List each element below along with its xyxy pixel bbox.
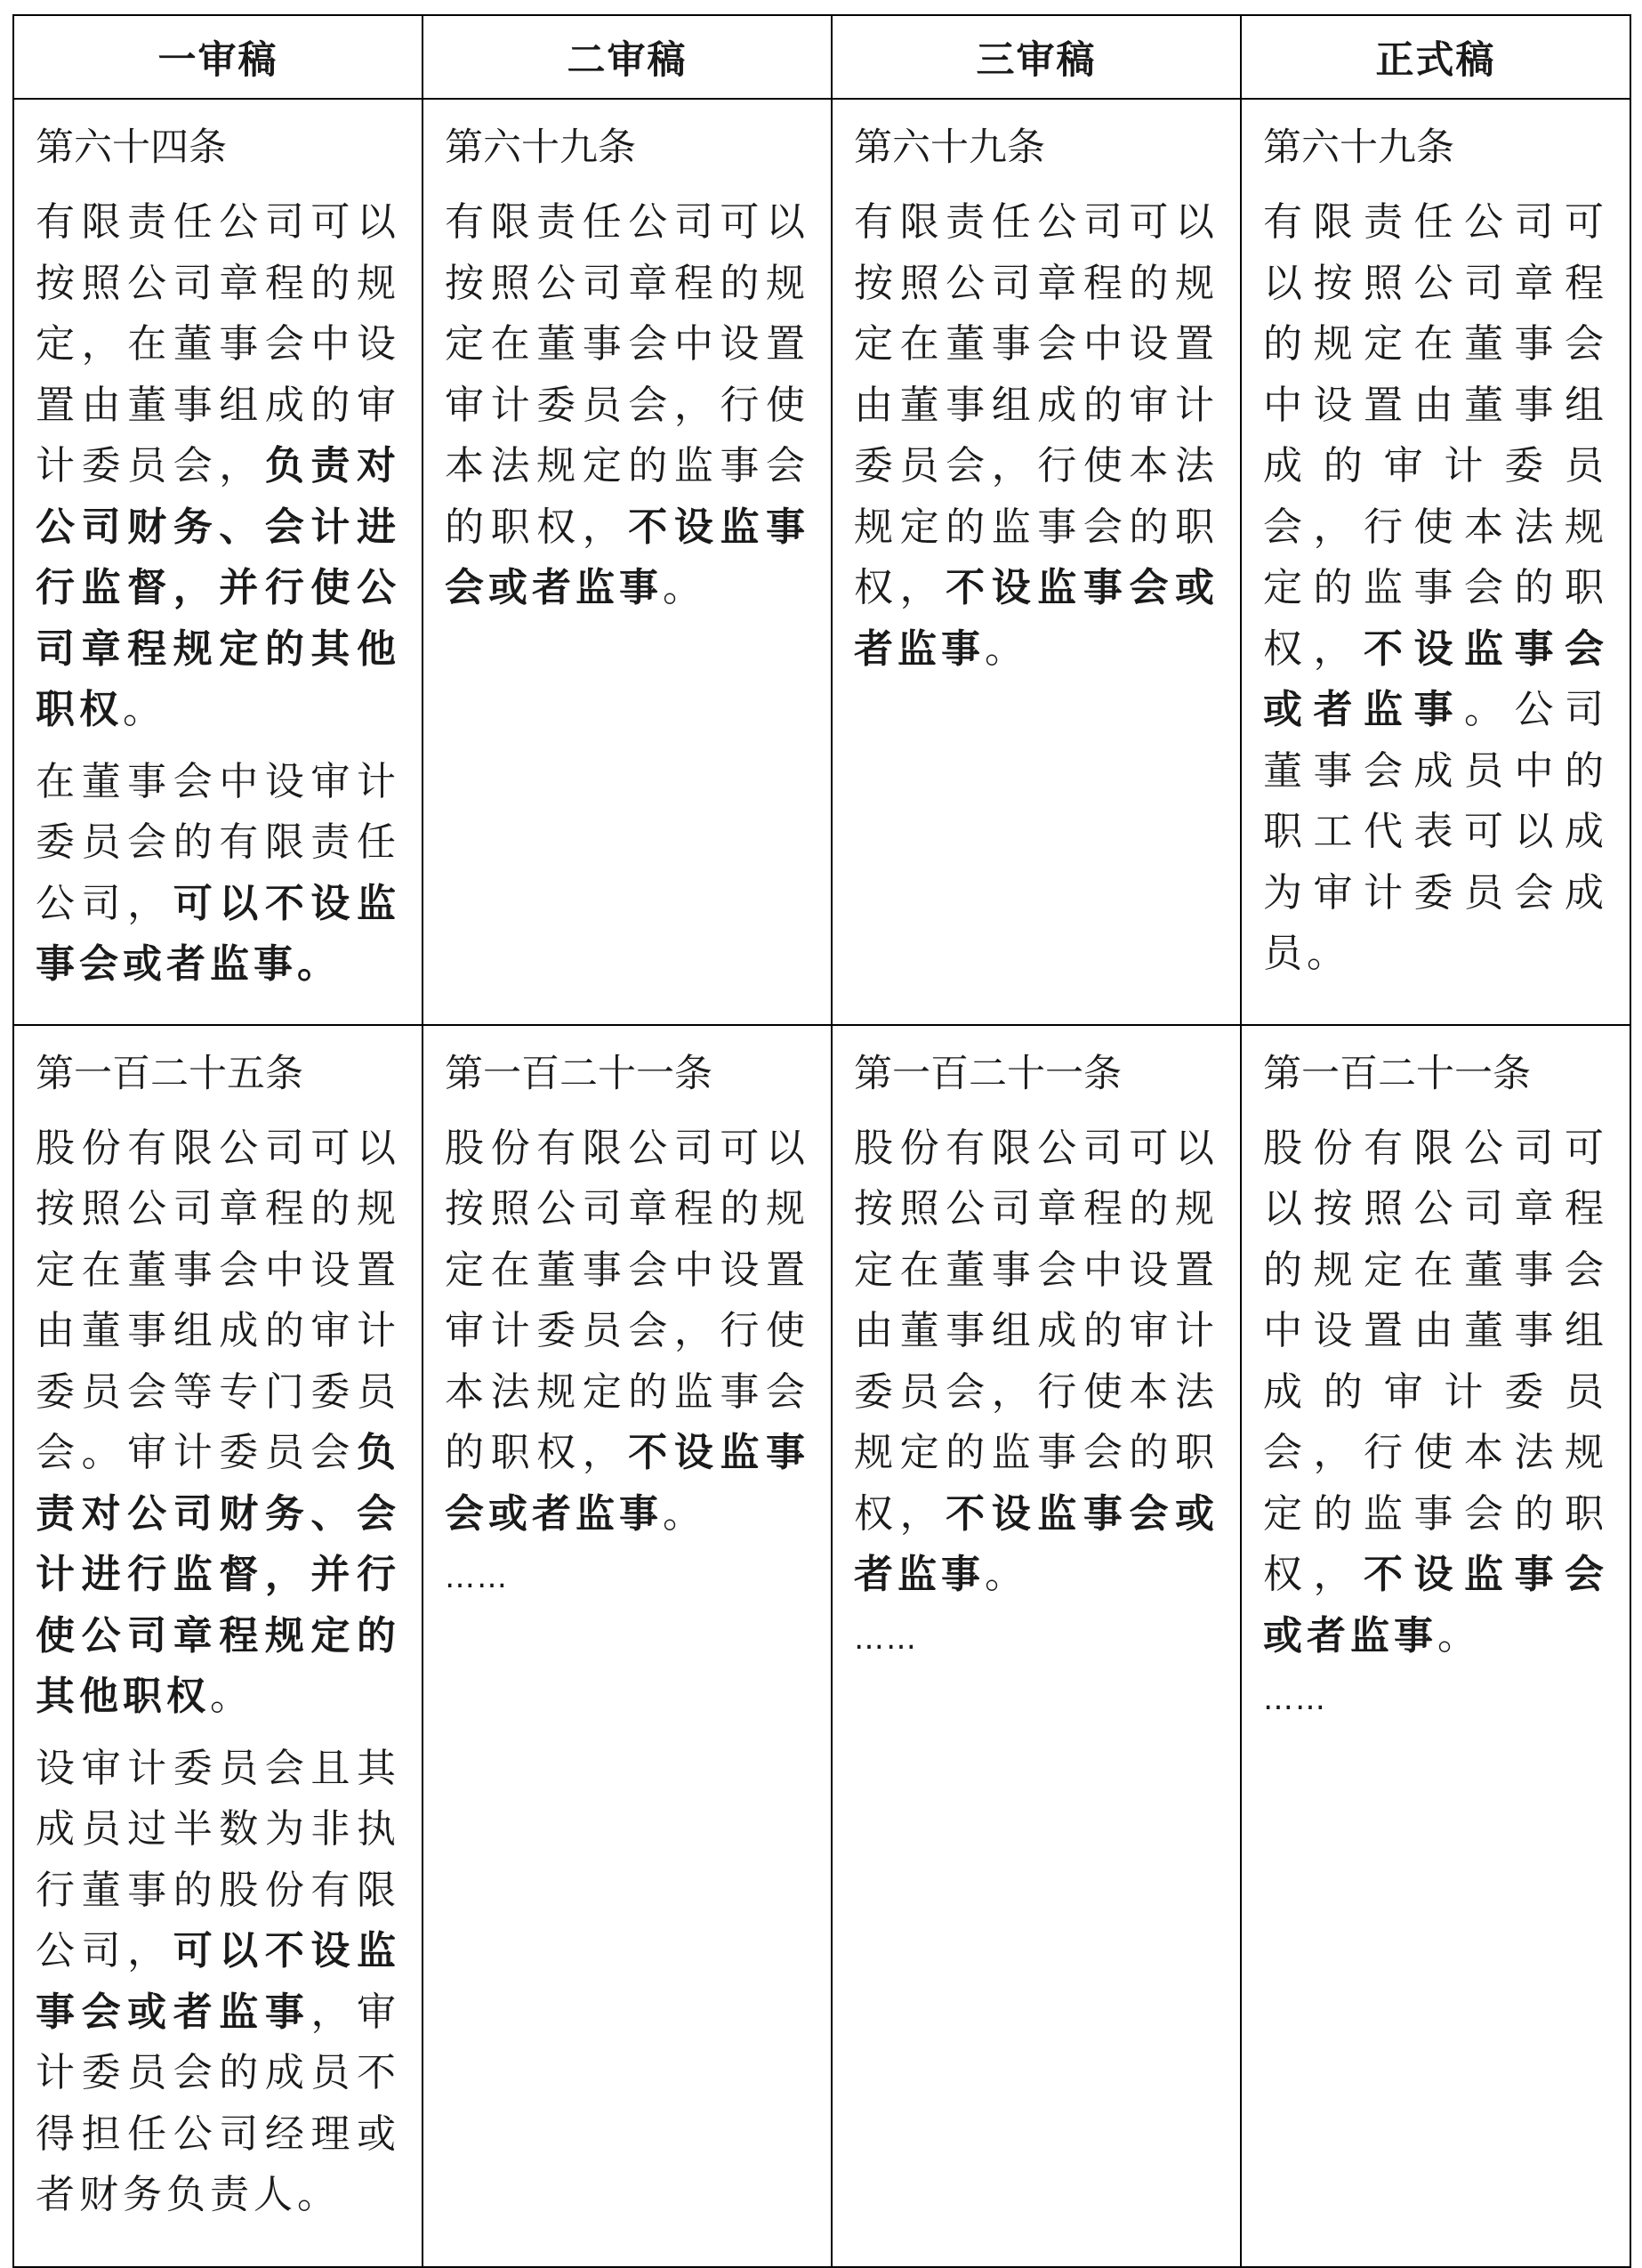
text-segment: 股份有限公司可以按照公司章程的规定在董事会中设置由董事组成的审计委员会，行使本法规定的监事会的职权， xyxy=(854,1125,1219,1537)
article-number: 第一百二十一条 xyxy=(1263,1051,1531,1096)
text-segment: 股份有限公司可以按照公司章程的规定在董事会中设置由董事组成的审计委员会等专门委员会。审计委员会 xyxy=(36,1125,400,1475)
bold-text-segment: 不设监事会或者监事 xyxy=(445,1430,810,1537)
text-segment: 。 xyxy=(210,1674,254,1719)
article-number: 第六十四条 xyxy=(36,125,227,170)
table-body xyxy=(13,99,1630,2267)
bold-text-segment: 不设监事会或者监事 xyxy=(854,1490,1219,1597)
text-segment: 。 xyxy=(985,1552,1028,1597)
table-row xyxy=(13,1025,1630,2267)
text-segment: 设审计委员会且其成员过半数为非执行董事的股份有限公司， xyxy=(36,1745,400,1973)
text-segment: 有限责任公司可以按照公司章程的规定在董事会中设置审计委员会，行使本法规定的监事会的职权， xyxy=(445,199,809,550)
text-segment: 。 xyxy=(1437,1612,1481,1659)
bold-text-segment: 可以不设监事会或者监事。 xyxy=(36,880,401,987)
table-row xyxy=(13,99,1630,1025)
bold-text-segment: 负责对公司财务、会计进行监督，并行使公司章程规定的其他职权 xyxy=(36,443,401,732)
bold-text-segment: 不设监事会或者监事 xyxy=(445,504,810,610)
bold-text-segment: 不设监事会或者监事 xyxy=(854,565,1219,672)
text-segment: 股份有限公司可以按照公司章程的规定在董事会中设置审计委员会，行使本法规定的监事会的职权， xyxy=(445,1125,809,1475)
bold-text-segment: 不设监事会或者监事 xyxy=(1263,626,1608,732)
bold-text-segment: 可以不设监事会或者监事 xyxy=(36,1928,401,2035)
header-first-draft: 一审稿 xyxy=(13,15,423,99)
article-paragraph xyxy=(854,1118,1219,1606)
text-segment: 有限责任公司可以按照公司章程的规定在董事会中设置由董事组成的审计委员会，行使本法规定的监事会的职权， xyxy=(1263,199,1608,672)
table-cell xyxy=(832,1025,1241,2267)
omission-ellipsis: …… xyxy=(854,1620,918,1657)
table-cell xyxy=(13,1025,423,2267)
text-segment: ，审计委员会的成员不得担任公司经理或者财务负责人。 xyxy=(36,1989,401,2217)
article-paragraph xyxy=(36,1739,400,2226)
header-row xyxy=(13,15,1630,99)
table-cell xyxy=(13,99,423,1025)
article-paragraph xyxy=(854,192,1219,680)
text-segment: 。 xyxy=(663,1490,706,1537)
text-segment: 。 xyxy=(985,626,1028,672)
text-segment: 。 xyxy=(123,687,166,732)
article-number: 第一百二十一条 xyxy=(445,1051,712,1096)
article-number: 第一百二十一条 xyxy=(854,1051,1122,1096)
omission-ellipsis: …… xyxy=(1263,1682,1327,1717)
article-paragraph xyxy=(445,1118,809,1546)
text-segment: 。公司董事会成员中的职工代表可以成为审计委员会成员。 xyxy=(1263,687,1608,976)
omission-ellipsis: …… xyxy=(445,1560,509,1595)
bold-text-segment: 不设监事会或者监事 xyxy=(1263,1552,1608,1659)
text-segment: 在董事会中设审计委员会的有限责任公司， xyxy=(36,758,400,926)
text-segment: 有限责任公司可以按照公司章程的规定在董事会中设置由董事组成的审计委员会，行使本法规定的监事会的职权， xyxy=(854,199,1219,610)
article-number: 第六十九条 xyxy=(1263,125,1454,170)
article-paragraph xyxy=(1263,1118,1608,1667)
draft-comparison-table xyxy=(12,14,1631,2268)
article-number: 第一百二十五条 xyxy=(36,1051,303,1096)
table-cell xyxy=(1241,99,1630,1025)
bold-text-segment: 负责对公司财务、会计进行监督，并行使公司章程规定的其他职权 xyxy=(36,1430,400,1719)
article-paragraph xyxy=(36,1118,400,1728)
article-paragraph xyxy=(36,192,400,741)
article-paragraph xyxy=(445,192,809,619)
article-number: 第六十九条 xyxy=(445,125,636,170)
header-third-draft: 三审稿 xyxy=(832,15,1241,99)
header-second-draft: 二审稿 xyxy=(423,15,832,99)
header-final-version: 正式稿 xyxy=(1241,15,1630,99)
table-cell xyxy=(423,1025,832,2267)
article-paragraph xyxy=(1263,192,1608,985)
table-cell xyxy=(832,99,1241,1025)
article-number: 第六十九条 xyxy=(854,125,1045,170)
article-paragraph xyxy=(36,752,400,996)
table-cell xyxy=(1241,1025,1630,2267)
text-segment: 有限责任公司可以按照公司章程的规定，在董事会中设置由董事组成的审计委员会， xyxy=(36,199,400,488)
text-segment: 。 xyxy=(663,565,706,610)
text-segment: 股份有限公司可以按照公司章程的规定在董事会中设置由董事组成的审计委员会，行使本法规定的监事会的职权， xyxy=(1263,1125,1608,1597)
table-cell xyxy=(423,99,832,1025)
